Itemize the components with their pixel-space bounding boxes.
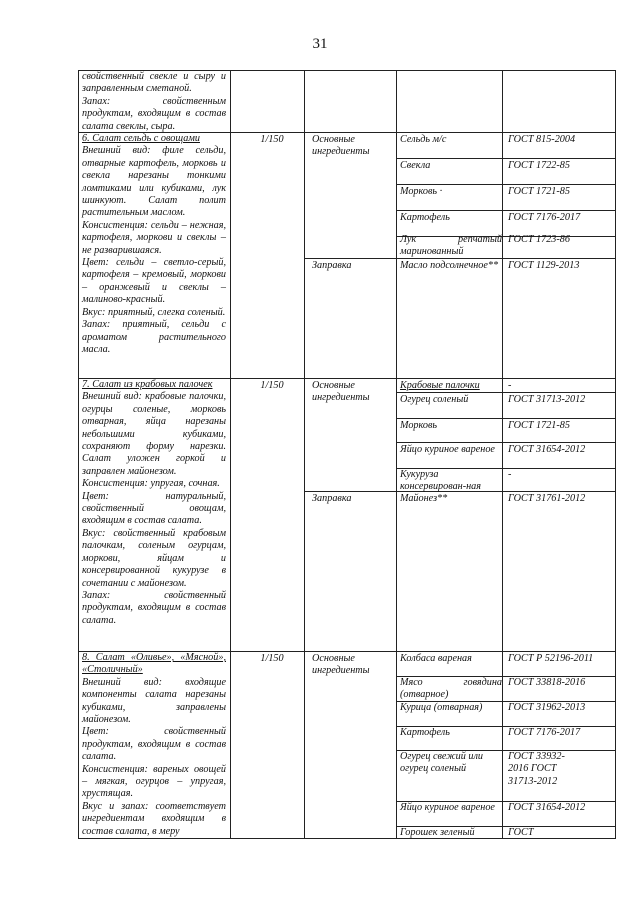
ingredient-name: Сельдь м/с xyxy=(400,134,447,145)
ingredient-gost: ГОСТ 1721-85 xyxy=(508,186,570,197)
ingredient-gost: ГОСТ 33932-2016 ГОСТ 31713-2012 xyxy=(508,751,565,787)
column-divider xyxy=(396,70,397,839)
sub-row-divider xyxy=(396,184,616,185)
item-portion: 1/150 xyxy=(260,380,284,391)
ingredient-gost: ГОСТ 31761-2012 xyxy=(508,493,586,504)
item-smell: Запах: приятный, сельди с ароматом растительного масла. xyxy=(82,319,226,355)
item-color: Цвет: сельди – светло-серый, картофеля – кремовый, моркови – оранжевый и свеклы – малиново-красный. xyxy=(82,257,226,306)
ingredient-gost: ГОСТ 1721-85 xyxy=(508,420,570,431)
category-dressing: Заправка xyxy=(312,260,352,271)
item-appearance: Внешний вид: входящие компоненты салата нарезаны кубиками, заправлены майонезом. xyxy=(82,676,226,726)
category-main: Основные ингредиенты xyxy=(312,653,370,677)
ingredient-name: Мясо говядина (отварное) xyxy=(400,677,502,701)
item-7-description xyxy=(82,379,226,627)
item-appearance: Внешний вид: филе сельди, отварные картофель, морковь и свекла нарезаны тонкими ломтиками или кубиками, лук шинкуют. Салат полит растительным маслом. xyxy=(82,145,226,219)
item-taste: Вкус: приятный, слегка соленый. xyxy=(82,306,226,318)
ingredient-name: Огурец свежий или огурец соленый xyxy=(400,751,484,775)
ingredient-name: Картофель xyxy=(400,212,450,223)
item-color: Цвет: свойственный продуктам, входящим в состав салата. xyxy=(82,726,226,763)
item-portion: 1/150 xyxy=(260,653,284,664)
ingredient-name: Огурец соленый xyxy=(400,394,469,405)
table-border-right xyxy=(615,70,616,839)
category-dressing: Заправка xyxy=(312,493,352,504)
item-consistency: Консистенция: сельди – нежная, картофеля, моркови и свеклы – не разварившаяся. xyxy=(82,219,226,256)
sub-row-divider xyxy=(396,158,616,159)
continuation-smell: Запах: свойственным продуктам, входящим в состав салата свеклы, сыра. xyxy=(82,95,226,132)
ingredient-gost: ГОСТ 1129-2013 xyxy=(508,260,580,271)
sub-row-divider xyxy=(396,418,616,419)
continuation-description xyxy=(82,71,226,133)
column-divider xyxy=(230,70,231,839)
ingredient-name: Крабовые палочки xyxy=(400,380,480,391)
ingredient-name: Морковь xyxy=(400,420,438,431)
item-title: 6. Салат сельдь с овощами xyxy=(82,133,200,144)
ingredient-gost: ГОСТ 1723-86 xyxy=(508,234,570,245)
ingredient-name: Морковь · xyxy=(400,186,443,197)
ingredient-gost: ГОСТ 815-2004 xyxy=(508,134,576,145)
item-consistency: Консистенция: упругая, сочная. xyxy=(82,478,220,490)
item-smell: Запах: свойственный продуктам, входящим в состав салата. xyxy=(82,589,226,626)
item-8-description xyxy=(82,652,226,838)
ingredient-name: Масло подсолнечное** xyxy=(400,260,499,271)
product-table xyxy=(78,70,616,839)
ingredient-gost: ГОСТ xyxy=(508,827,534,838)
item-title: 8. Салат «Оливье», «Мясной», «Столичный» xyxy=(82,652,226,676)
item-title: 7. Салат из крабовых палочек xyxy=(82,379,213,390)
ingredient-gost: - xyxy=(508,380,512,391)
item-portion: 1/150 xyxy=(260,134,284,145)
ingredient-name: Майонез** xyxy=(400,493,448,504)
table-border-left xyxy=(78,70,79,839)
category-main: Основные ингредиенты xyxy=(312,380,370,404)
ingredient-name: Колбаса вареная xyxy=(400,653,472,664)
ingredient-name: Лук репчатый маринованный xyxy=(400,234,502,258)
ingredient-name: Яйцо куриное вареное xyxy=(400,444,495,455)
item-taste-smell: Вкус и запах: соответствует ингредиентам входящим в состав салата, в меру xyxy=(82,800,226,837)
column-divider xyxy=(304,70,305,839)
ingredient-name: Горошек зеленый xyxy=(400,827,475,838)
ingredient-gost: ГОСТ 7176-2017 xyxy=(508,212,581,223)
ingredient-gost: ГОСТ 33818-2016 xyxy=(508,677,586,688)
ingredient-gost: - xyxy=(508,469,512,480)
item-appearance: Внешний вид: крабовые палочки, огурцы соленые, морковь отварная, яйца нарезаны небольшими кубиками, сохраняют форму нарезки. Салат уложен горкой и заправлен майонезом. xyxy=(82,391,226,477)
ingredient-gost: ГОСТ 31962-2013 xyxy=(508,702,586,713)
ingredient-name: Картофель xyxy=(400,727,450,738)
column-divider xyxy=(502,70,503,839)
continuation-text: свойственный свекле и сыру и заправленным сметаной. xyxy=(82,71,226,95)
ingredient-gost: ГОСТ 31713-2012 xyxy=(508,394,586,405)
ingredient-name: Курица (отварная) xyxy=(400,702,483,713)
ingredient-gost: ГОСТ Р 52196-2011 xyxy=(508,653,594,664)
category-main: Основные ингредиенты xyxy=(312,134,370,158)
ingredient-gost: ГОСТ 1722-85 xyxy=(508,160,570,171)
item-6-description xyxy=(82,133,226,356)
page-number: 31 xyxy=(312,36,328,52)
ingredient-name: Свекла xyxy=(400,160,431,171)
ingredient-gost: ГОСТ 31654-2012 xyxy=(508,802,586,813)
sub-row-divider xyxy=(396,210,616,211)
ingredient-gost: ГОСТ 7176-2017 xyxy=(508,727,581,738)
ingredient-name: Яйцо куриное вареное xyxy=(400,802,495,813)
sub-row-divider xyxy=(396,442,616,443)
item-consistency: Консистенция: вареных овощей – мягкая, огурцов – упругая, хрустящая. xyxy=(82,763,226,800)
ingredient-gost: ГОСТ 31654-2012 xyxy=(508,444,586,455)
ingredient-name: Кукуруза консервирован-ная xyxy=(400,469,482,493)
item-taste: Вкус: свойственный крабовым палочкам, соленым огурцам, моркови, яйцам и консервированной кукурузе в сочетании с майонезом. xyxy=(82,527,226,589)
item-color: Цвет: натуральный, свойственный овощам, входящим в состав салата. xyxy=(82,490,226,527)
